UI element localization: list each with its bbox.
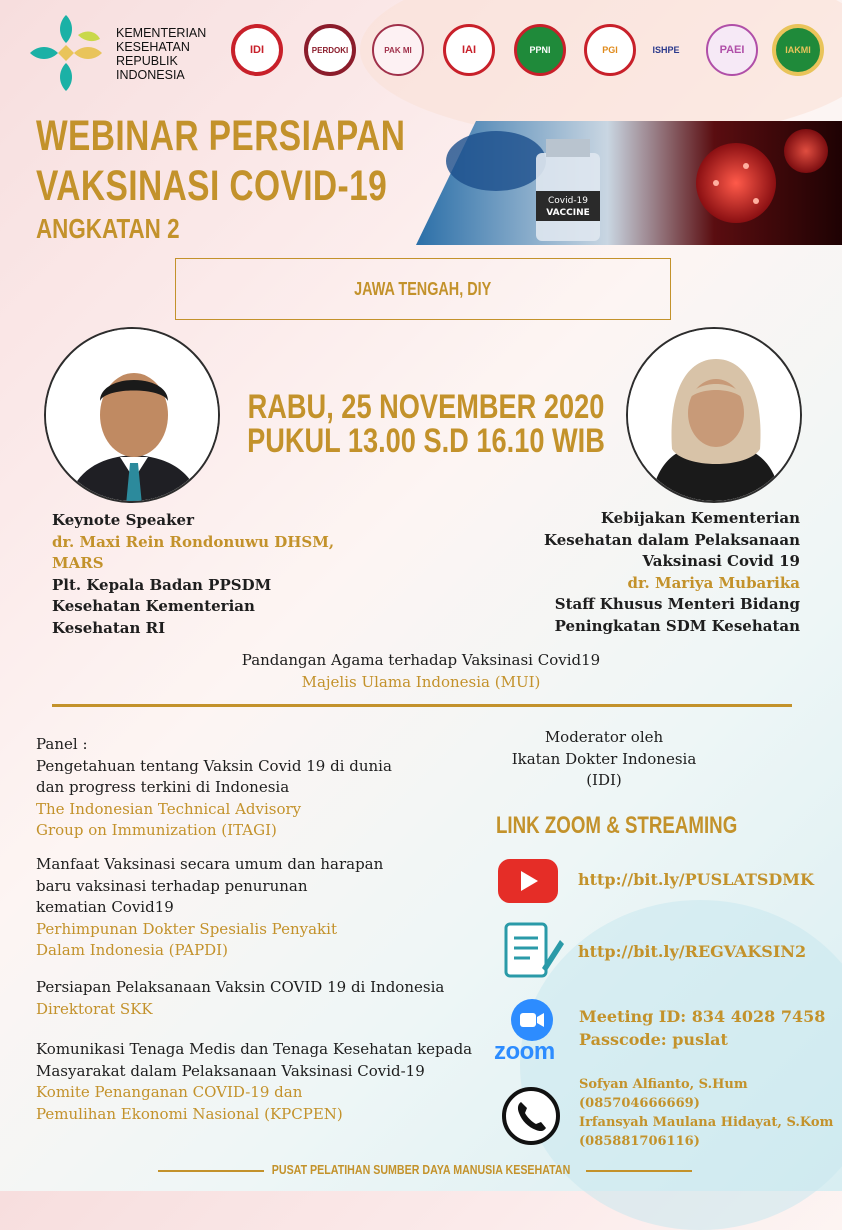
- ministry-name-line: INDONESIA: [116, 68, 185, 82]
- region-label: JAWA TENGAH, DIY: [354, 278, 492, 299]
- ministry-name: [116, 26, 206, 82]
- kemkes-logo-icon: [28, 13, 104, 93]
- moderator-org: Ikatan Dokter Indonesia: [511, 749, 697, 768]
- panel-org: Group on Immunization (ITAGI): [36, 821, 277, 839]
- speaker-role: Keynote Speaker: [52, 511, 194, 529]
- panel-item: [36, 1039, 472, 1125]
- speaker-name: dr. Maxi Rein Rondonuwu DHSM,: [52, 532, 335, 551]
- panel-topic: Masyarakat dalam Pelaksanaan Vaksinasi Covid-19: [36, 1061, 425, 1080]
- panel-topic: kematian Covid19: [36, 898, 174, 916]
- org-logo-label: PAK MI: [384, 45, 412, 55]
- moderator-label: Moderator oleh: [544, 728, 664, 746]
- ministry-name-line: KEMENTERIAN: [116, 26, 207, 40]
- speaker-position: Plt. Kepala Badan PPSDM: [52, 575, 272, 594]
- title-line-3: ANGKATAN 2: [36, 213, 180, 244]
- title-line-1: WEBINAR PERSIAPAN: [36, 112, 406, 160]
- paei-logo-icon: [706, 24, 758, 76]
- vaccine-hero-image: [416, 121, 842, 245]
- speaker-name: dr. Mariya Mubarika: [627, 573, 800, 592]
- kebijakan-speaker-block: [544, 508, 800, 637]
- panel-item: [36, 977, 444, 1020]
- kebijakan-speaker-photo: [626, 327, 802, 503]
- registration-link[interactable]: http://bit.ly/REGVAKSIN2: [578, 942, 807, 961]
- male-speaker-portrait-icon: [46, 329, 220, 503]
- panel-topic: Persiapan Pelaksanaan Vaksin COVID 19 di Indonesia: [36, 978, 445, 996]
- speaker-position: Staff Khusus Menteri Bidang: [554, 595, 800, 613]
- region-box: [175, 258, 671, 320]
- panel-topic: baru vaksinasi terhadap penurunan: [36, 876, 308, 895]
- contact-line: Irfansyah Maulana Hidayat, S.Kom: [579, 1115, 834, 1130]
- contact-line: Sofyan Alfianto, S.Hum: [579, 1077, 748, 1092]
- vaccine-label: Covid-19: [547, 196, 589, 206]
- event-time: PUKUL 13.00 S.D 16.10 WIB: [247, 422, 605, 460]
- panel-item: [36, 756, 392, 842]
- org-logo-label: IAI: [461, 44, 477, 56]
- speaker-topic: Kesehatan dalam Pelaksanaan: [543, 530, 800, 549]
- org-logo-label: ISHPE: [652, 45, 680, 55]
- zoom-camera-icon: [510, 998, 554, 1042]
- panel-org: Perhimpunan Dokter Spesialis Penyakit: [36, 919, 337, 938]
- speaker-topic: Kebijakan Kementerian: [600, 509, 800, 527]
- footer-label: PUSAT PELATIHAN SUMBER DAYA MANUSIA KESEHATAN: [271, 1162, 571, 1177]
- panel-org: Pemulihan Ekonomi Nasional (KPCPEN): [36, 1104, 343, 1123]
- zoom-passcode: Passcode: puslat: [579, 1030, 728, 1049]
- zoom-meeting-id: Meeting ID: 834 4028 7458: [579, 1007, 826, 1026]
- vaccine-label: VACCINE: [546, 208, 590, 218]
- ministry-name-line: REPUBLIK: [116, 54, 178, 68]
- panel-org: The Indonesian Technical Advisory: [36, 799, 302, 818]
- section-divider: [52, 704, 792, 707]
- contact-block: [579, 1075, 833, 1151]
- org-logo-label: PPNI: [529, 45, 551, 55]
- mui-topic: Pandangan Agama terhadap Vaksinasi Covid19: [241, 651, 601, 669]
- panel-org: Direktorat SKK: [36, 999, 153, 1018]
- contact-line: (085704666669): [579, 1096, 700, 1111]
- panel-topic: Komunikasi Tenaga Medis dan Tenaga Kesehatan kepada: [36, 1040, 473, 1058]
- org-logo-label: PERDOKI: [311, 45, 349, 55]
- phone-icon: [501, 1086, 561, 1146]
- speaker-position: Peningkatan SDM Kesehatan: [554, 616, 800, 635]
- panel-org: Komite Penanganan COVID-19 dan: [36, 1083, 303, 1101]
- pgi-logo-icon: [584, 24, 636, 76]
- iakmi-logo-icon: [772, 24, 824, 76]
- panel-label: Panel :: [36, 735, 88, 753]
- youtube-icon: [498, 859, 558, 903]
- ppni-logo-icon: [514, 24, 566, 76]
- keynote-speaker-photo: [44, 327, 220, 503]
- speaker-position: Kesehatan RI: [52, 618, 166, 637]
- keynote-speaker-block: [52, 510, 334, 639]
- panel-topic: dan progress terkini di Indonesia: [36, 778, 290, 796]
- zoom-wordmark: zoom: [494, 1038, 555, 1065]
- idi-logo-icon: [231, 24, 283, 76]
- panel-block: [36, 734, 392, 842]
- mui-block: [0, 650, 842, 693]
- links-heading: LINK ZOOM & STREAMING: [496, 812, 738, 839]
- pakmi-logo-icon: [372, 24, 424, 76]
- youtube-link[interactable]: http://bit.ly/PUSLATSDMK: [578, 870, 814, 889]
- mui-org: Majelis Ulama Indonesia (MUI): [301, 672, 541, 691]
- registration-form-icon: [502, 920, 566, 980]
- ishpe-logo-icon: [640, 24, 692, 76]
- title-line-2: VAKSINASI COVID-19: [36, 162, 388, 210]
- panel-item: [36, 854, 383, 962]
- org-logo-label: PGI: [602, 45, 618, 55]
- contact-line: (085881706116): [579, 1134, 700, 1149]
- speaker-name: MARS: [52, 554, 104, 572]
- female-speaker-portrait-icon: [628, 329, 802, 503]
- moderator-block: [484, 727, 724, 792]
- moderator-org-abbr: (IDI): [586, 771, 622, 789]
- panel-topic: Pengetahuan tentang Vaksin Covid 19 di dunia: [36, 756, 392, 775]
- ministry-name-line: KESEHATAN: [116, 40, 190, 54]
- panel-org: Dalam Indonesia (PAPDI): [36, 941, 228, 959]
- event-date: RABU, 25 NOVEMBER 2020: [247, 388, 605, 426]
- panel-topic: Manfaat Vaksinasi secara umum dan harapan: [36, 855, 384, 873]
- org-logo-label: IDI: [249, 44, 265, 56]
- speaker-position: Kesehatan Kementerian: [52, 597, 255, 615]
- speaker-topic: Vaksinasi Covid 19: [642, 552, 800, 570]
- iai-logo-icon: [443, 24, 495, 76]
- org-logo-label: PAEI: [719, 44, 745, 56]
- footer-org: [0, 1162, 842, 1177]
- perdoki-logo-icon: [304, 24, 356, 76]
- org-logo-label: IAKMI: [785, 45, 811, 55]
